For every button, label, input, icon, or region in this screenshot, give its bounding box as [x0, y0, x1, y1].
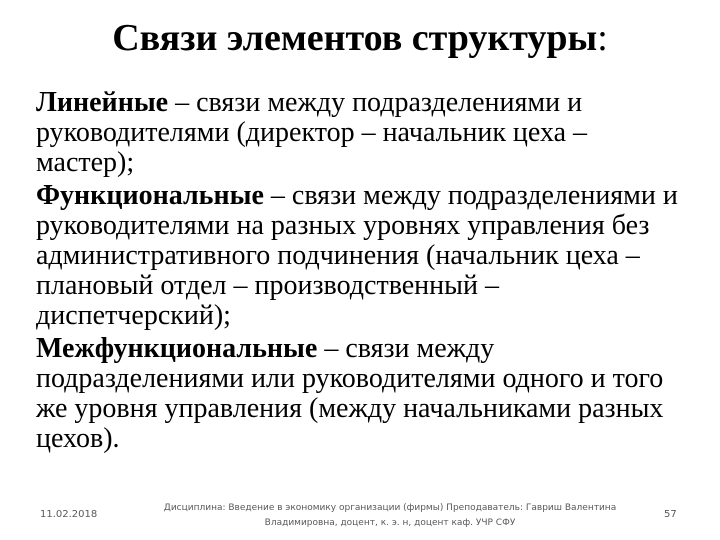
definition-functional: – связи между подразделениями и руководителями на разных уровнях управления без административного подчинения (начальник цеха – плановый отдел – производственный – диспетчерский); [36, 180, 678, 331]
slide-body [36, 88, 686, 457]
footer-course-line-1: Дисциплина: Введение в экономику организации (фирмы) Преподаватель: Гавриш Валентина [163, 503, 617, 513]
footer-course-info [140, 501, 640, 531]
term-linear: Линейные [36, 87, 169, 118]
paragraph-functional [36, 181, 686, 331]
definition-linear: – связи между подразделениями и руководителями (директор – начальник цеха – мастер); [36, 87, 588, 178]
slide-title-text: Связи элементов структуры [112, 17, 598, 59]
footer-page-number: 57 [664, 509, 677, 520]
term-interfunctional: Межфункциональные [36, 333, 318, 364]
slide-title-colon: : [597, 17, 608, 59]
slide-footer [0, 497, 720, 537]
footer-date: 11.02.2018 [40, 509, 98, 520]
footer-course-line-2: Владимировна, доцент, к. э. н, доцент каф. УЧР СФУ [264, 518, 516, 528]
slide-title [0, 18, 720, 60]
definition-interfunctional: – связи между подразделениями или руководителями одного и того же уровня управления (между начальниками разных цехов). [36, 333, 664, 454]
paragraph-linear [36, 88, 686, 178]
term-functional: Функциональные [36, 180, 264, 211]
paragraph-interfunctional [36, 334, 686, 454]
